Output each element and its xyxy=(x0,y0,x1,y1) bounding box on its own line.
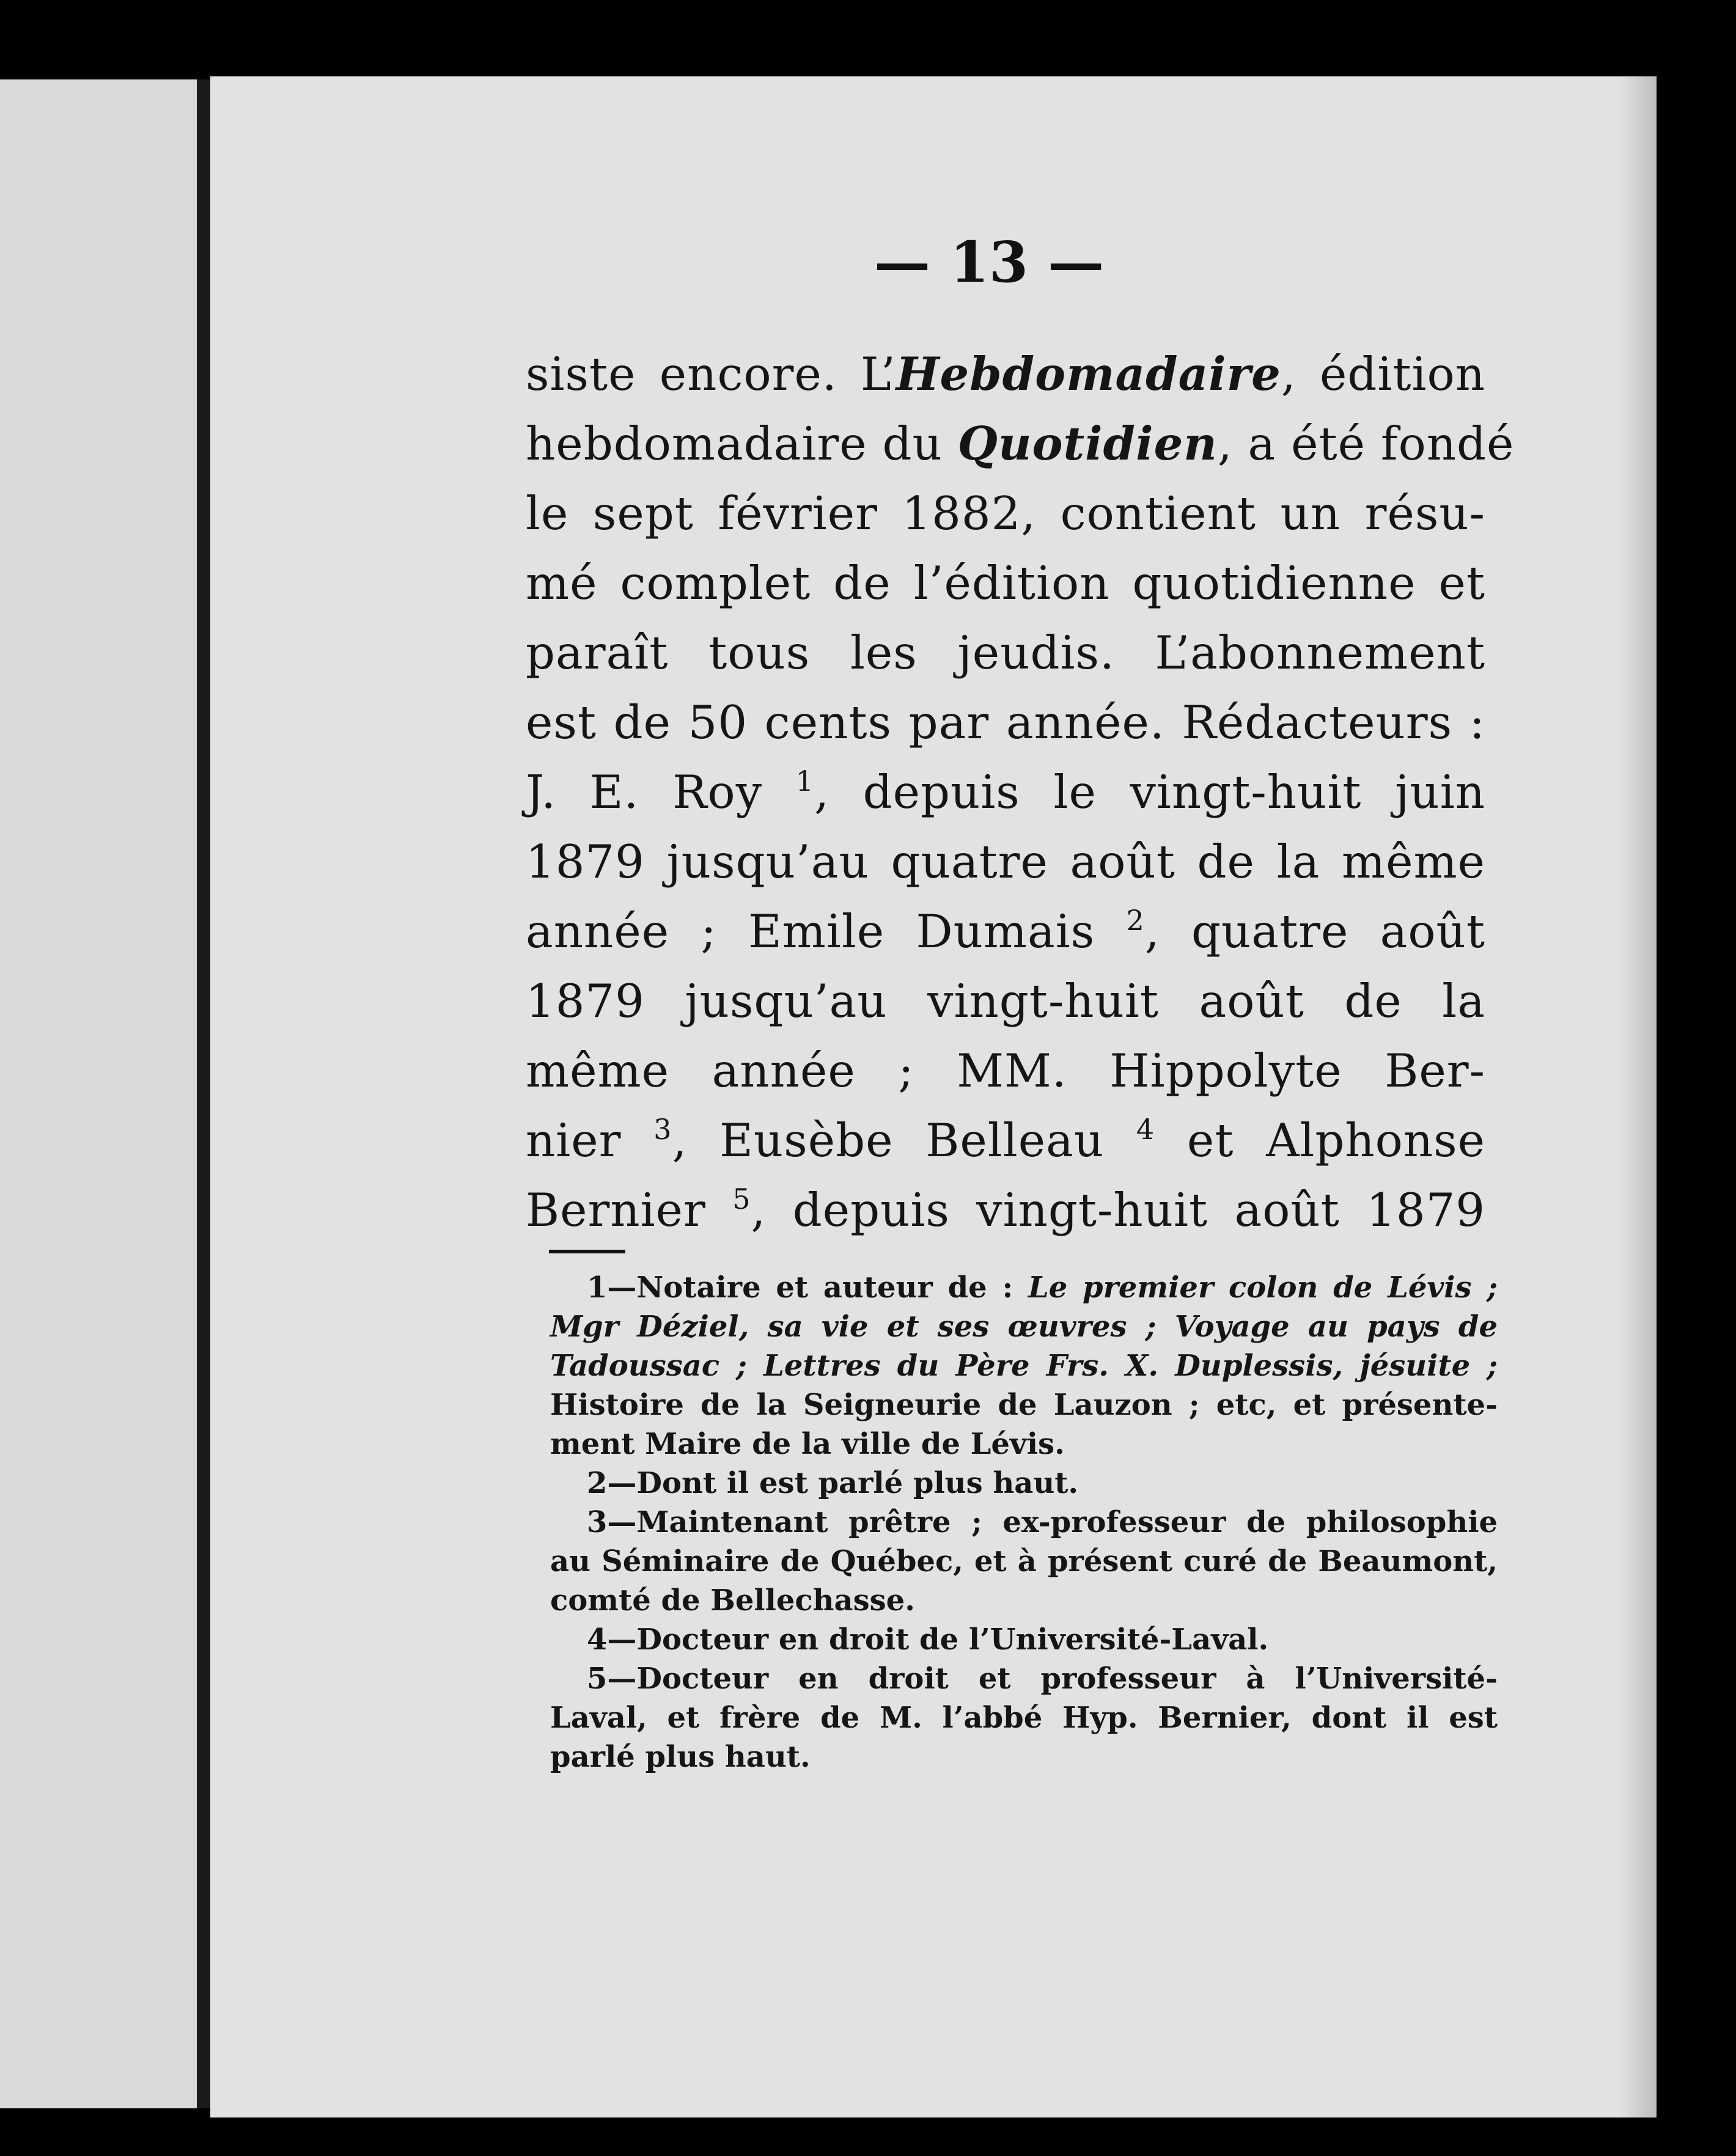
footnote-ref: 3 xyxy=(653,1113,672,1146)
footnote-5: 5—Docteur en droit et professeur à l’Université- xyxy=(587,1662,1498,1696)
footnote-ref: 1 xyxy=(795,765,815,798)
footnote-3-cont: au Séminaire de Québec, et à présent curé de Beaumont, xyxy=(550,1544,1498,1579)
footnote-3-cont: comté de Bellechasse. xyxy=(550,1583,915,1618)
footnote-5-cont: Laval, et frère de M. l’abbé Hyp. Bernier, dont il est xyxy=(550,1701,1498,1735)
footnote-ref: 2 xyxy=(1126,904,1145,937)
body-line: siste encore. L’Hebdomadaire, édition xyxy=(526,347,1485,401)
footnote-rule xyxy=(549,1250,625,1253)
book-gutter xyxy=(197,79,210,2108)
footnote-3: 3—Maintenant prêtre ; ex-professeur de philosophie xyxy=(587,1505,1498,1539)
body-line: mé complet de l’édition quotidienne et xyxy=(526,556,1485,610)
body-line: J. E. Roy $^1$, depuis le vingt-huit juin xyxy=(526,765,1485,819)
footnote-1-cont: ment Maire de la ville de Lévis. xyxy=(550,1427,1065,1461)
footnote-1: 1—Notaire et auteur de : Le premier colon de Lévis ; xyxy=(587,1270,1498,1305)
left-page-margin xyxy=(0,79,197,2108)
body-line: 1879 jusqu’au vingt-huit août de la xyxy=(526,974,1485,1028)
footnote-1-cont: Histoire de la Seigneurie de Lauzon ; etc, et présente- xyxy=(550,1388,1498,1422)
body-line: même année ; MM. Hippolyte Ber- xyxy=(526,1044,1485,1098)
page-number: — 13 — xyxy=(874,229,1105,295)
footnote-2: 2—Dont il est parlé plus haut. xyxy=(587,1466,1079,1500)
footnote-1-cont: Tadoussac ; Lettres du Père Frs. X. Duplessis, jésuite ; xyxy=(550,1349,1498,1383)
body-line: paraît tous les jeudis. L’abonnement xyxy=(526,626,1485,680)
footnote-5-cont: parlé plus haut. xyxy=(550,1740,811,1774)
body-text xyxy=(526,339,1515,1245)
body-line: hebdomadaire du Quotidien, a été fondé xyxy=(526,417,1515,471)
footnote-ref: 4 xyxy=(1136,1113,1155,1146)
footnote-ref: 5 xyxy=(732,1182,751,1216)
body-line: le sept février 1882, contient un résu- xyxy=(526,486,1485,540)
page-edge-shadow xyxy=(1620,76,1657,2118)
body-line: est de 50 cents par année. Rédacteurs : xyxy=(526,695,1485,749)
body-line: année ; Emile Dumais $^2$, quatre août xyxy=(526,904,1485,958)
body-line: nier $^3$, Eusèbe Belleau $^4$ et Alphonse xyxy=(526,1113,1486,1167)
body-line: 1879 jusqu’au quatre août de la même xyxy=(526,835,1485,889)
footnotes xyxy=(550,1268,1498,1777)
footnote-1-cont: Mgr Déziel, sa vie et ses œuvres ; Voyage au pays de xyxy=(550,1310,1498,1344)
body-line: Bernier $^5$, depuis vingt-huit août 1879 xyxy=(526,1182,1486,1237)
footnote-4: 4—Docteur en droit de l’Université-Laval. xyxy=(587,1623,1269,1657)
